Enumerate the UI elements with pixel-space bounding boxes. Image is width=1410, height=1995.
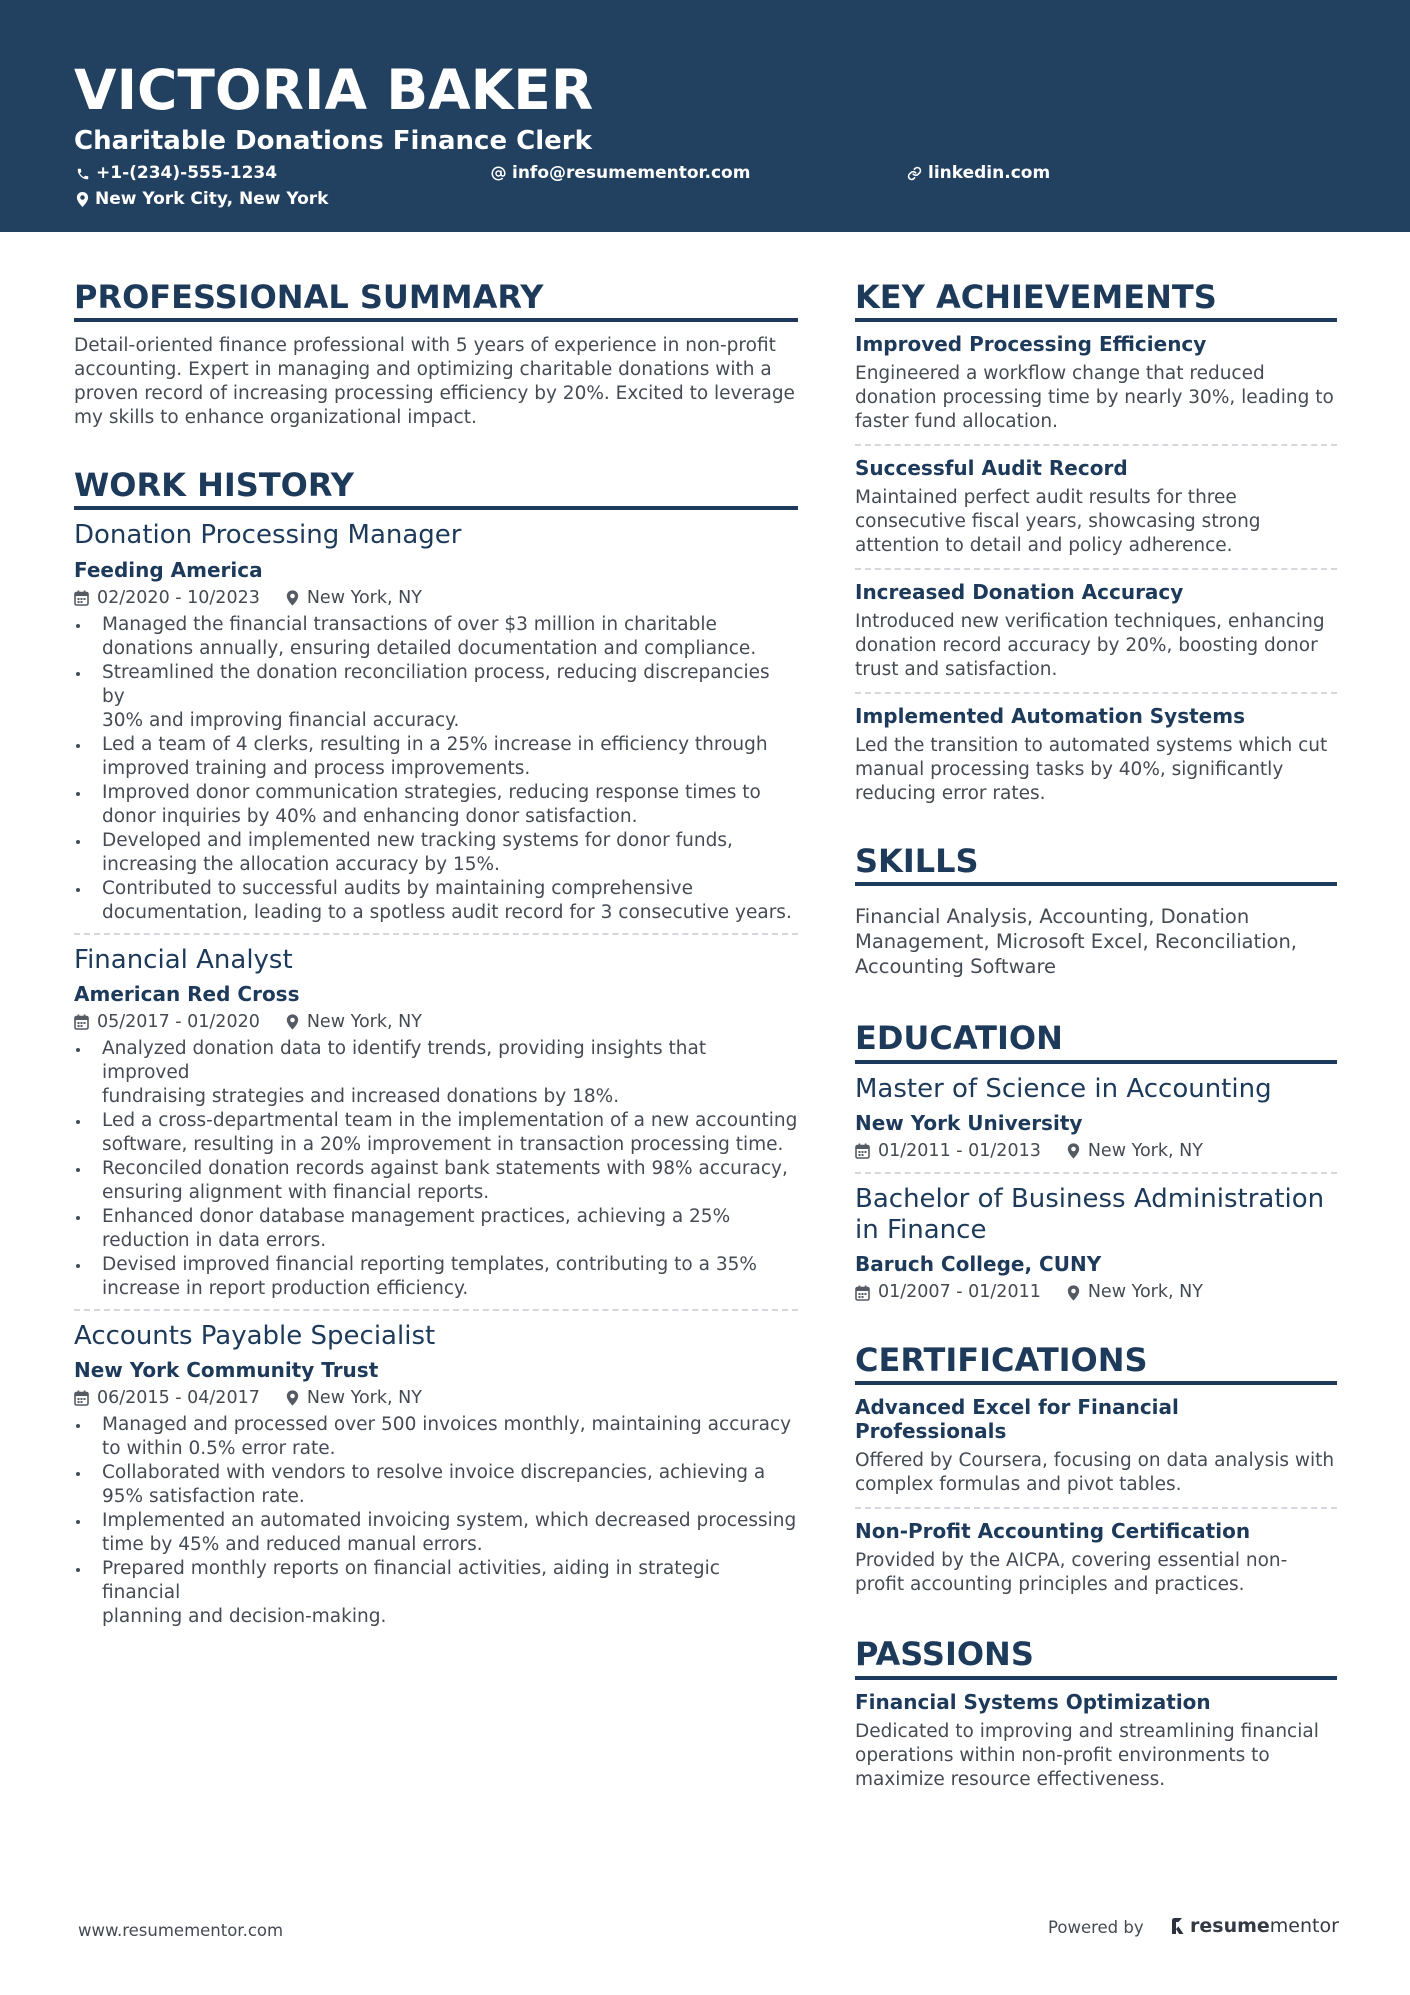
job-entry	[74, 1321, 798, 1629]
job-bullet: Led a cross-departmental team in the implementation of a new accounting software, resulting in a 20% improvement in transaction processing time.	[74, 1109, 798, 1157]
divider	[855, 444, 1337, 446]
map-pin-icon	[286, 1014, 299, 1030]
job-company: Feeding America	[74, 557, 263, 582]
key-achievements-section	[855, 280, 1337, 806]
job-bullet: Led a team of 4 clerks, resulting in a 25% increase in efficiency through improved training and process improvements.	[74, 733, 798, 781]
work-history-heading: WORK HISTORY	[74, 468, 798, 510]
map-pin-icon	[76, 192, 89, 207]
education-item	[855, 1184, 1337, 1303]
brand-light-text: mentor	[1269, 1915, 1339, 1937]
certifications-heading: CERTIFICATIONS	[855, 1343, 1337, 1385]
footer-website[interactable]: www.resumementor.com	[78, 1921, 284, 1940]
footer-brand-logo[interactable]	[1170, 1915, 1339, 1937]
job-bullet: Reconciled donation records against bank statements with 98% accuracy, ensuring alignment with financial reports.	[74, 1157, 798, 1205]
divider	[855, 1507, 1337, 1509]
calendar-icon	[855, 1285, 870, 1301]
job-bullet: Developed and implemented new tracking systems for donor funds, increasing the allocation accuracy by 15%.	[74, 829, 798, 877]
summary-line: Detail-oriented finance professional with 5 years of experience in non-profit	[74, 335, 776, 357]
job-meta	[74, 1012, 798, 1033]
contact-location	[76, 191, 328, 208]
divider	[855, 568, 1337, 570]
certification-item	[855, 1395, 1337, 1497]
job-location: New York, NY	[306, 1387, 422, 1408]
map-pin-icon	[1067, 1285, 1080, 1301]
job-bullets	[74, 1413, 798, 1629]
degree-title: Bachelor of Business Administration in Finance	[855, 1183, 1325, 1245]
summary-line: my skills to enhance organizational impact.	[74, 407, 477, 429]
job-meta	[74, 588, 798, 609]
summary-line: accounting. Expert in managing and optimizing charitable donations with a	[74, 359, 772, 381]
contact-linkedin[interactable]	[907, 165, 1050, 182]
at-sign-icon	[491, 166, 506, 181]
passions-heading: PASSIONS	[855, 1637, 1337, 1679]
achievement-item	[855, 580, 1337, 682]
work-history-section	[74, 468, 798, 1629]
summary-text	[74, 334, 798, 430]
resume-header	[0, 0, 1410, 232]
job-bullets	[74, 613, 798, 925]
job-bullet: Analyzed donation data to identify trends, providing insights that improved fundraising strategies and increased donations by 18%.	[74, 1037, 798, 1109]
certification-text: Offered by Coursera, focusing on data analysis with complex formulas and pivot tables.	[855, 1450, 1335, 1496]
divider	[74, 933, 798, 935]
divider	[74, 1309, 798, 1311]
summary-line: proven record of increasing processing efficiency by 20%. Excited to leverage	[74, 383, 795, 405]
job-bullet: Devised improved financial reporting templates, contributing to a 35% increase in report production efficiency.	[74, 1253, 798, 1301]
certification-item	[855, 1519, 1337, 1597]
job-bullet: Improved donor communication strategies, reducing response times to donor inquiries by 40% and enhancing donor satisfaction.	[74, 781, 798, 829]
achievement-title: Successful Audit Record	[855, 456, 1128, 481]
passion-item	[855, 1690, 1337, 1792]
certification-text: Provided by the AICPA, covering essential non- profit accounting principles and practices.	[855, 1550, 1288, 1596]
education-meta	[855, 1141, 1337, 1162]
right-column	[855, 280, 1337, 1792]
job-title: Accounts Payable Specialist	[74, 1320, 436, 1351]
candidate-name: VICTORIA BAKER	[74, 58, 594, 122]
job-title: Financial Analyst	[74, 944, 293, 975]
calendar-icon	[74, 1390, 89, 1406]
achievement-text: Maintained perfect audit results for three consecutive fiscal years, showcasing strong attention to detail and policy adherence.	[855, 487, 1261, 557]
map-pin-icon	[1067, 1143, 1080, 1159]
skills-section	[855, 844, 1337, 979]
job-dates: 05/2017 - 01/2020	[97, 1011, 260, 1032]
skills-heading: SKILLS	[855, 844, 1337, 886]
job-location: New York, NY	[306, 587, 422, 608]
job-dates: 06/2015 - 04/2017	[97, 1387, 260, 1408]
job-bullet: Enhanced donor database management practices, achieving a 25% reduction in data errors.	[74, 1205, 798, 1253]
education-dates: 01/2007 - 01/2011	[878, 1282, 1041, 1303]
passion-text: Dedicated to improving and streamlining financial operations within non-profit environments to maximize resource effectiveness.	[855, 1720, 1319, 1790]
job-bullet: Contributed to successful audits by maintaining comprehensive documentation, leading to a spotless audit record for 3 consecutive years.	[74, 877, 798, 925]
education-location: New York, NY	[1087, 1282, 1203, 1303]
job-dates: 02/2020 - 10/2023	[97, 587, 260, 608]
brand-bold-text: resume	[1190, 1915, 1270, 1937]
job-bullets	[74, 1037, 798, 1301]
job-bullet: Managed and processed over 500 invoices monthly, maintaining accuracy to within 0.5% error rate.	[74, 1413, 798, 1461]
job-entry	[74, 945, 798, 1301]
achievement-text: Led the transition to automated systems which cut manual processing tasks by 40%, significantly reducing error rates.	[855, 735, 1328, 805]
education-item	[855, 1074, 1337, 1162]
achievement-item	[855, 456, 1337, 558]
location-text: New York City, New York	[95, 189, 329, 209]
professional-summary-heading: PROFESSIONAL SUMMARY	[74, 280, 798, 322]
candidate-title: Charitable Donations Finance Clerk	[74, 126, 592, 156]
passions-section	[855, 1637, 1337, 1791]
job-bullet: Implemented an automated invoicing system, which decreased processing time by 45% and reduced manual errors.	[74, 1509, 798, 1557]
school-name: Baruch College, CUNY	[855, 1252, 1102, 1277]
achievement-text: Engineered a workflow change that reduced donation processing time by nearly 30%, leading to faster fund allocation.	[855, 363, 1334, 433]
calendar-icon	[74, 1014, 89, 1030]
skills-text: Financial Analysis, Accounting, Donation Management, Microsoft Excel, Reconciliation, Accounting Software	[855, 905, 1297, 979]
resumementor-logo-icon	[1170, 1917, 1186, 1935]
achievement-text: Introduced new verification techniques, enhancing donation record accuracy by 20%, boosting donor trust and satisfaction.	[855, 611, 1325, 681]
link-icon	[907, 166, 922, 181]
job-bullet: Collaborated with vendors to resolve invoice discrepancies, achieving a 95% satisfaction rate.	[74, 1461, 798, 1509]
divider	[855, 1172, 1337, 1174]
calendar-icon	[74, 590, 89, 606]
job-company: New York Community Trust	[74, 1357, 379, 1382]
job-meta	[74, 1388, 798, 1409]
phone-icon	[76, 167, 90, 181]
contact-email[interactable]	[491, 165, 750, 182]
achievement-title: Improved Processing Efficiency	[855, 332, 1207, 357]
footer-powered-by: Powered by	[1048, 1918, 1144, 1937]
contact-phone[interactable]	[76, 165, 277, 182]
map-pin-icon	[286, 590, 299, 606]
job-company: American Red Cross	[74, 981, 300, 1006]
linkedin-text: linkedin.com	[928, 163, 1051, 183]
left-column	[74, 280, 798, 1629]
school-name: New York University	[855, 1110, 1083, 1135]
professional-summary-section	[74, 280, 798, 430]
calendar-icon	[855, 1143, 870, 1159]
map-pin-icon	[286, 1390, 299, 1406]
degree-title: Master of Science in Accounting	[855, 1073, 1272, 1104]
job-title: Donation Processing Manager	[74, 520, 462, 551]
education-heading: EDUCATION	[855, 1021, 1337, 1063]
education-dates: 01/2011 - 01/2013	[878, 1140, 1041, 1161]
certification-title: Advanced Excel for Financial Professionals	[855, 1395, 1179, 1444]
education-meta	[855, 1282, 1337, 1303]
achievement-title: Increased Donation Accuracy	[855, 580, 1184, 605]
certification-title: Non-Profit Accounting Certification	[855, 1519, 1251, 1544]
achievement-title: Implemented Automation Systems	[855, 704, 1245, 729]
divider	[855, 692, 1337, 694]
job-entry	[74, 520, 798, 924]
job-bullet: Prepared monthly reports on financial activities, aiding in strategic financial planning and decision-making.	[74, 1557, 798, 1629]
passion-title: Financial Systems Optimization	[855, 1689, 1211, 1714]
job-bullet: Streamlined the donation reconciliation process, reducing discrepancies by 30% and improving financial accuracy.	[74, 661, 798, 733]
key-achievements-heading: KEY ACHIEVEMENTS	[855, 280, 1337, 322]
job-location: New York, NY	[306, 1011, 422, 1032]
education-location: New York, NY	[1087, 1140, 1203, 1161]
achievement-item	[855, 332, 1337, 434]
education-section	[855, 1021, 1337, 1303]
achievement-item	[855, 704, 1337, 806]
job-bullet: Managed the financial transactions of over $3 million in charitable donations annually, ensuring detailed documentation and compliance.	[74, 613, 798, 661]
certifications-section	[855, 1343, 1337, 1597]
phone-text: +1-(234)-555-1234	[96, 163, 278, 183]
email-text: info@resumementor.com	[512, 163, 751, 183]
